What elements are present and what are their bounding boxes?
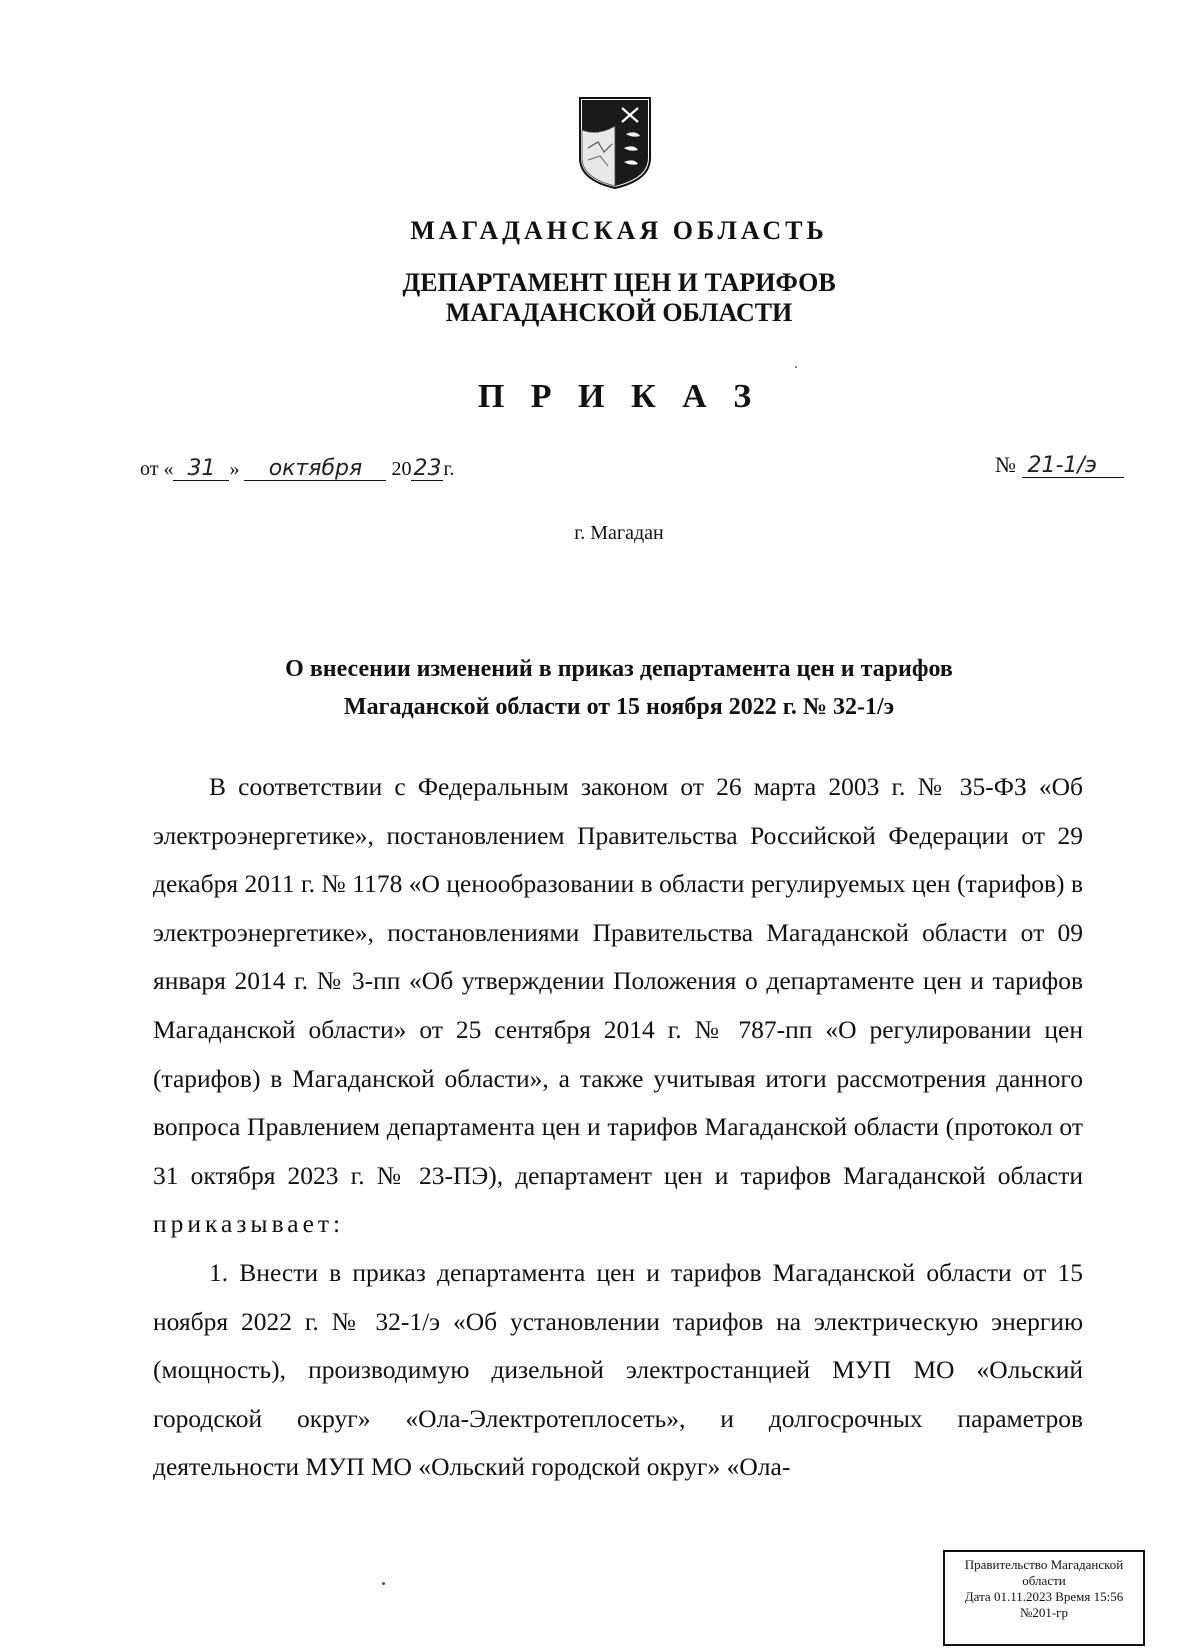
city-line: г. Магадан: [574, 522, 664, 544]
number-prefix: №: [995, 452, 1016, 477]
body-paragraph-1: [153, 763, 1083, 1249]
coat-of-arms-icon: [578, 96, 652, 190]
order-date: [140, 458, 454, 481]
region-heading: МАГАДАНСКАЯ ОБЛАСТЬ: [410, 216, 828, 245]
department-heading-line1: ДЕПАРТАМЕНТ ЦЕН И ТАРИФОВ: [402, 268, 836, 297]
stamp-line1: Правительство Магаданской: [964, 1557, 1124, 1572]
document-type-heading: П Р И К А З: [477, 378, 761, 415]
registration-stamp: [943, 1550, 1145, 1646]
date-year-suffix: 23: [413, 456, 442, 481]
document-title: [150, 650, 1088, 726]
department-heading-line2: МАГАДАНСКОЙ ОБЛАСТИ: [445, 298, 793, 327]
date-month: октября: [244, 458, 386, 481]
title-line1: О внесении изменений в приказ департамента цен и тарифов: [285, 656, 953, 682]
stamp-line3: Дата 01.11.2023 Время 15:56: [964, 1589, 1124, 1604]
date-day: 31: [173, 458, 229, 481]
stamp-line2: области: [1022, 1573, 1066, 1588]
document-body: [153, 763, 1083, 1492]
paragraph1-main: В соответствии с Федеральным законом от 26 марта 2003 г. № 35-ФЗ «Об электроэнергетике», постановлением Правительства Российской Федерации от 29 декабря 2011 г. № 1178 «О ценообразовании в области регулируемых цен (тарифов) в электроэнергетике», постановлениями Правительства Магаданской области от 09 января 2014 г. № 3-пп «Об утверждении Положения о департаменте цен и тарифов Магаданской области» от 25 сентября 2014 г. № 787-пп «О регулировании цен (тарифов) в Магаданской области», а также учитывая итоги рассмотрения данного вопроса Правлением департамента цен и тарифов Магаданской области (протокол от 31 октября 2023 г. № 23-ПЭ), департамент цен и тарифов Магаданской области: [153, 772, 1083, 1190]
stamp-line4: №201-гр: [1019, 1605, 1069, 1620]
department-heading: [0, 268, 1200, 328]
number-value: 21-1/э: [1022, 455, 1124, 478]
title-line2: Магаданской области от 15 ноября 2022 г. № 32-1/э: [343, 694, 895, 720]
date-prefix: от «: [140, 458, 174, 480]
scan-speck: [795, 366, 797, 368]
paragraph1-verb: приказывает:: [153, 1209, 345, 1239]
scan-speck: [382, 1582, 385, 1585]
order-number: [995, 452, 1124, 478]
body-paragraph-2: 1. Внести в приказ департамента цен и тарифов Магаданской области от 15 ноября 2022 г. № 32-1/э «Об установлении тарифов на электрическую энергию (мощность), производимую дизельной электростанцией МУП МО «Ольский городской округ» «Ола-Электротеплосеть», и долгосрочных параметров деятельности МУП МО «Ольский городской округ» «Ола-: [153, 1257, 1083, 1482]
date-suffix: г.: [443, 458, 455, 480]
date-year-prefix: 20: [391, 458, 412, 480]
date-mid: »: [229, 458, 240, 480]
